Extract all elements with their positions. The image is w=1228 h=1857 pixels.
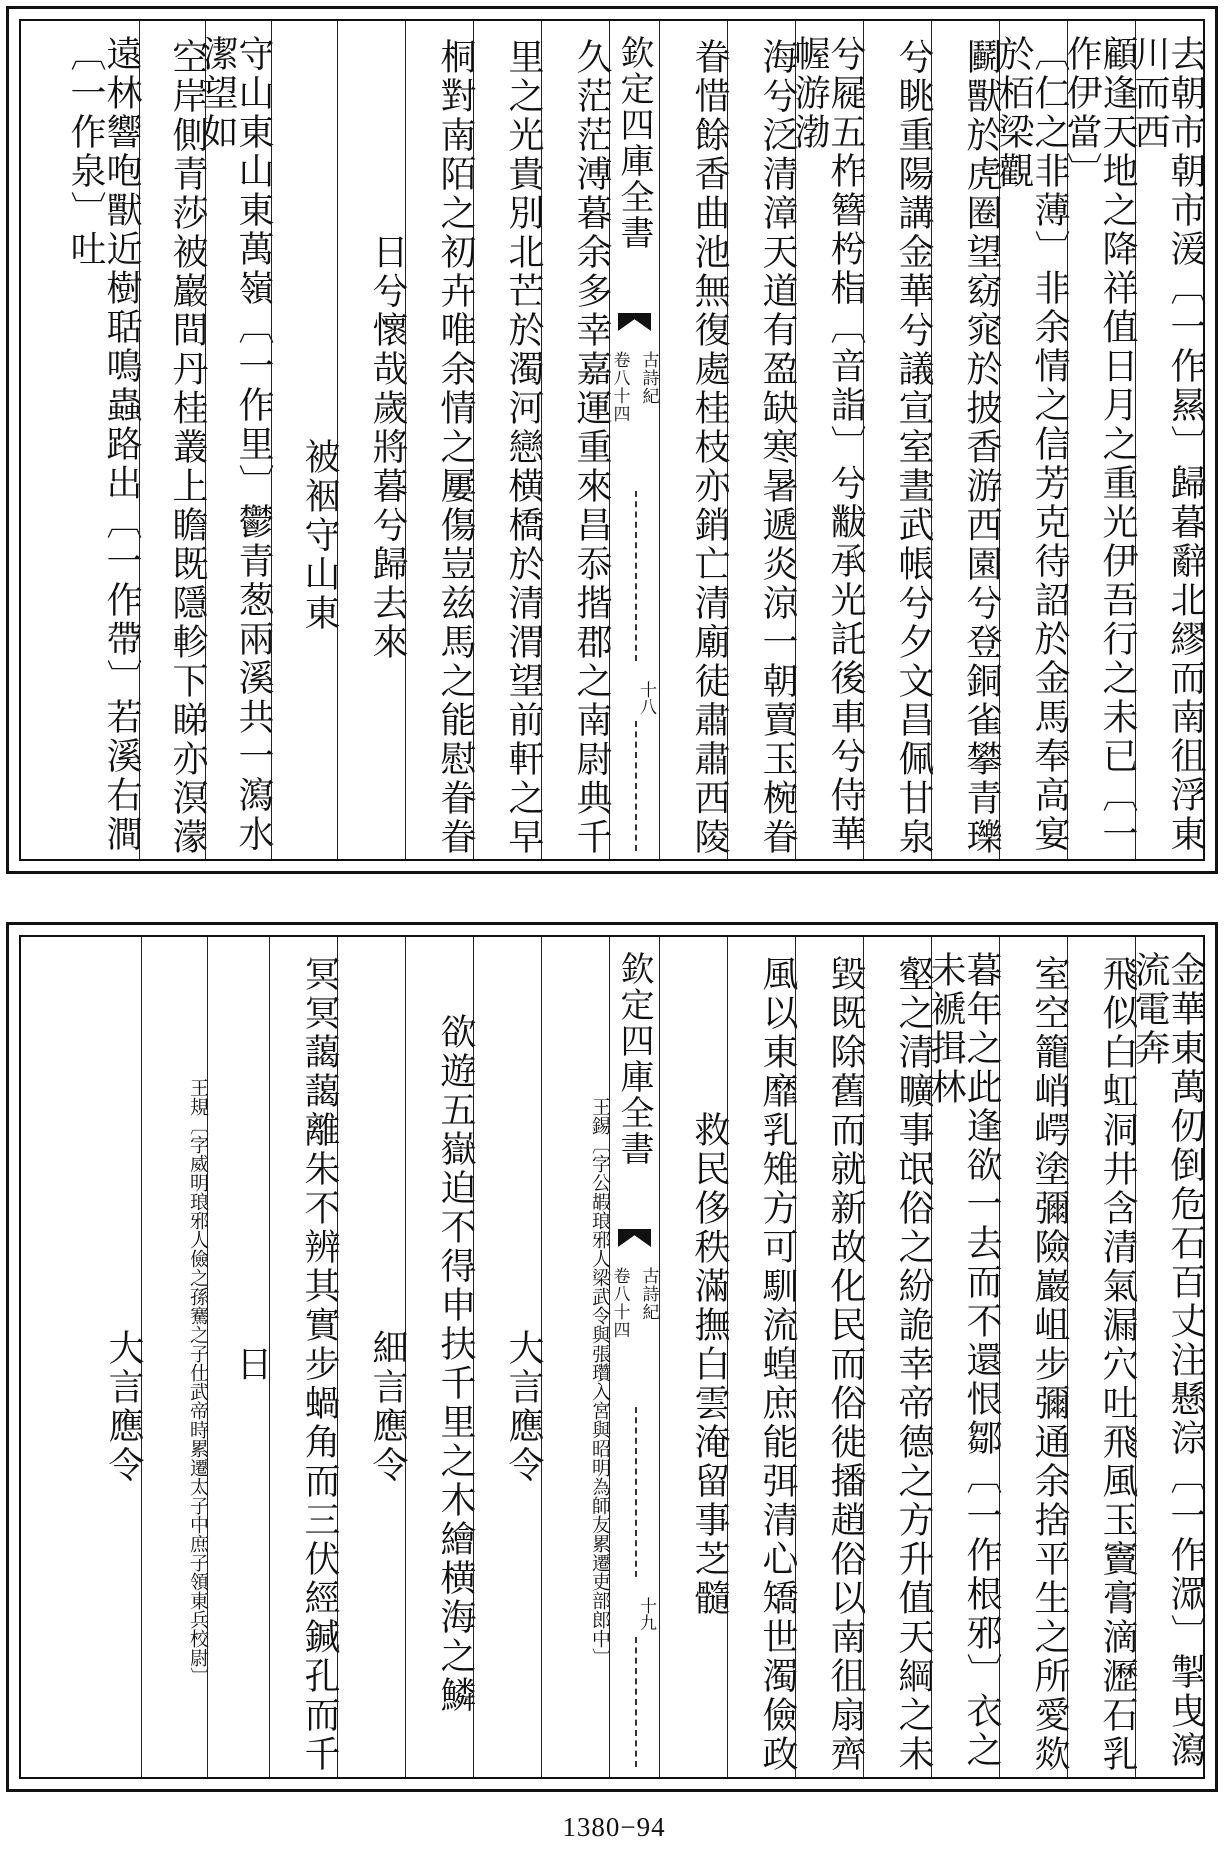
- text-column: [541, 21, 612, 859]
- page-top: [6, 6, 1218, 874]
- column-text: 鬬獸於虎圈望窈窕於披香游西園兮登銅雀攀青瓅: [961, 37, 1002, 857]
- column-text: 去朝市朝市湲〔一作㬎〕歸暮辭北繆而南徂浮東川而西: [1129, 35, 1206, 854]
- spine-volume: 卷八十四: [609, 1267, 630, 1339]
- text-frame-top: [19, 19, 1205, 861]
- column-text: 暮年之此逢欲一去而不還恨鄒〔一作根邪〕衣之未褫揖林: [925, 951, 1002, 1770]
- column-text: 毀既除舊而就新故化民而俗徙播趙俗以南徂扇齊: [825, 954, 866, 1774]
- column-text: 金華東萬仞倒危石百丈注懸淙〔一作潀〕掣曳瀉流電奔: [1129, 951, 1206, 1770]
- spine-collection-title: 古詩紀: [638, 351, 659, 405]
- book-title: 欽定四庫全書: [614, 35, 654, 251]
- poem-title: 被裀守山東: [299, 437, 340, 633]
- text-column: [139, 21, 208, 859]
- column-text: 日兮懷哉歲將暮兮歸去來: [367, 232, 408, 662]
- page-bottom: [6, 922, 1218, 1792]
- column-text: 里之光貴別北芒於濁河戀横橋於清渭望前軒之早: [503, 37, 544, 857]
- author-note-column: [141, 937, 207, 1777]
- text-column: [207, 937, 272, 1777]
- text-column: [405, 21, 476, 859]
- column-text: 風以東靡乳雉方可馴流蝗庶能弭清心矯世濁儉政: [757, 954, 798, 1774]
- author-note-column: [541, 937, 609, 1777]
- spine-dashed-line: [635, 491, 637, 661]
- poem-title-column: [271, 21, 340, 859]
- text-column: [269, 937, 340, 1777]
- author-entry: 王錫〔字公嘏琅邪人梁武令與張瓚入宮與昭明為師友累遷吏部郎中〕: [589, 1097, 611, 1667]
- text-frame-bottom: [19, 935, 1205, 1779]
- poem-title: 大言應令: [503, 1329, 544, 1485]
- spine-collection-title: 古詩紀: [638, 1267, 659, 1321]
- text-column: [931, 21, 1002, 859]
- text-column: [863, 937, 934, 1777]
- column-text: 顧逢天地之降祥值日月之重光伊吾行之未已〔一作伊當〕: [1061, 35, 1138, 854]
- text-column: [197, 21, 274, 859]
- column-text: 空岸側青莎被巖間丹桂叢上瞻既隱軫下睇亦溟濛: [167, 37, 208, 857]
- author-entry: 王規〔字威明琅邪人儉之孫騫之子仕武帝時累遷太子中庶子領東兵校尉〕: [187, 1078, 209, 1686]
- spine-volume: 卷八十四: [609, 351, 630, 423]
- poem-title-column: [337, 937, 408, 1777]
- spine-subtitle: [610, 351, 659, 481]
- column-text: 〔仁之非薄〕非余情之信芳克待詔於金馬奉高宴於栢梁觀: [993, 35, 1070, 854]
- poem-title: 細言應令: [367, 1329, 408, 1485]
- poem-title-column: [473, 937, 544, 1777]
- text-column: [405, 937, 476, 1777]
- column-text: 救民侈秩滿撫白雲淹留事芝髓: [689, 1110, 730, 1618]
- column-text: 飛似白虹洞井含清氣漏穴吐飛風玉竇膏滴瀝石乳: [1097, 954, 1138, 1774]
- column-text: 兮屣五柞簪枍栺〔音詣〕兮黻承光託後車兮侍華幄游渤: [789, 35, 866, 854]
- text-column: [1129, 21, 1206, 859]
- column-text: 守山東山東萬嶺〔一作里〕鬱青葱兩溪共一瀉水潔望如: [197, 35, 274, 854]
- spine-dashed-line: [635, 1637, 637, 1767]
- text-column: [789, 21, 866, 859]
- book-title: 欽定四庫全書: [614, 951, 654, 1167]
- column-text: 兮眺重陽講金華兮議宣室晝武帳兮夕文昌佩甘泉: [893, 37, 934, 857]
- text-column: [473, 21, 544, 859]
- column-text: 桐對南陌之初卉唯余情之屢傷豈兹馬之能慰眷眷: [435, 37, 476, 857]
- text-column: [993, 21, 1070, 859]
- column-text: 日: [231, 1344, 272, 1384]
- column-text: 眷惜餘香曲池無復處桂枝亦銷亡清廟徒肅肅西陵: [689, 37, 730, 857]
- poem-title: 大言應令: [103, 1329, 144, 1485]
- text-column: [337, 21, 408, 859]
- page-number: 十九: [636, 1597, 656, 1631]
- text-column: [999, 937, 1070, 1777]
- text-column: [65, 21, 142, 859]
- text-column: [727, 937, 798, 1777]
- text-column: [863, 21, 934, 859]
- text-column: [1129, 937, 1206, 1777]
- page-spine: [609, 937, 659, 1777]
- column-text: 壑之清曠事氓俗之紛詭幸帝德之方升值天綱之未: [893, 954, 934, 1774]
- text-column: [659, 937, 730, 1777]
- text-column: [1061, 21, 1138, 859]
- text-column: [795, 937, 866, 1777]
- page-number: 十八: [636, 681, 656, 715]
- text-column: [727, 21, 798, 859]
- page-footer-number: 1380−94: [562, 1812, 666, 1842]
- column-text: 冥冥藹藹離朱不辨其實步蝸角而三伏經鍼孔而千: [299, 954, 340, 1774]
- spine-dashed-line: [635, 721, 637, 851]
- text-column: [1067, 937, 1138, 1777]
- page-spine: [609, 21, 659, 859]
- text-column: [659, 21, 730, 859]
- spine-subtitle: [610, 1267, 659, 1397]
- column-text: 遠林響咆獸近樹聒鳴蟲路出〔一作帶〕若溪右澗〔一作泉〕吐: [65, 35, 142, 854]
- column-text: 室空籠峭崿塗彌險巖岨步彌通余捨平生之所愛欻: [1029, 954, 1070, 1774]
- fish-tail-mark-icon: [618, 313, 651, 331]
- spine-dashed-line: [635, 1407, 637, 1577]
- poem-title-column: [77, 937, 144, 1777]
- column-text: 久茫茫溥暮余多幸嘉運重來昌忝揩郡之南尉典千: [571, 37, 612, 857]
- column-text: 欲遊五嶽迫不得申扶千里之木繪横海之鱗: [435, 1013, 476, 1715]
- column-text: 海兮泛清漳天道有盈缺寒暑遞炎涼一朝賣玉椀眷: [757, 37, 798, 857]
- text-column: [925, 937, 1002, 1777]
- fish-tail-mark-icon: [618, 1229, 651, 1247]
